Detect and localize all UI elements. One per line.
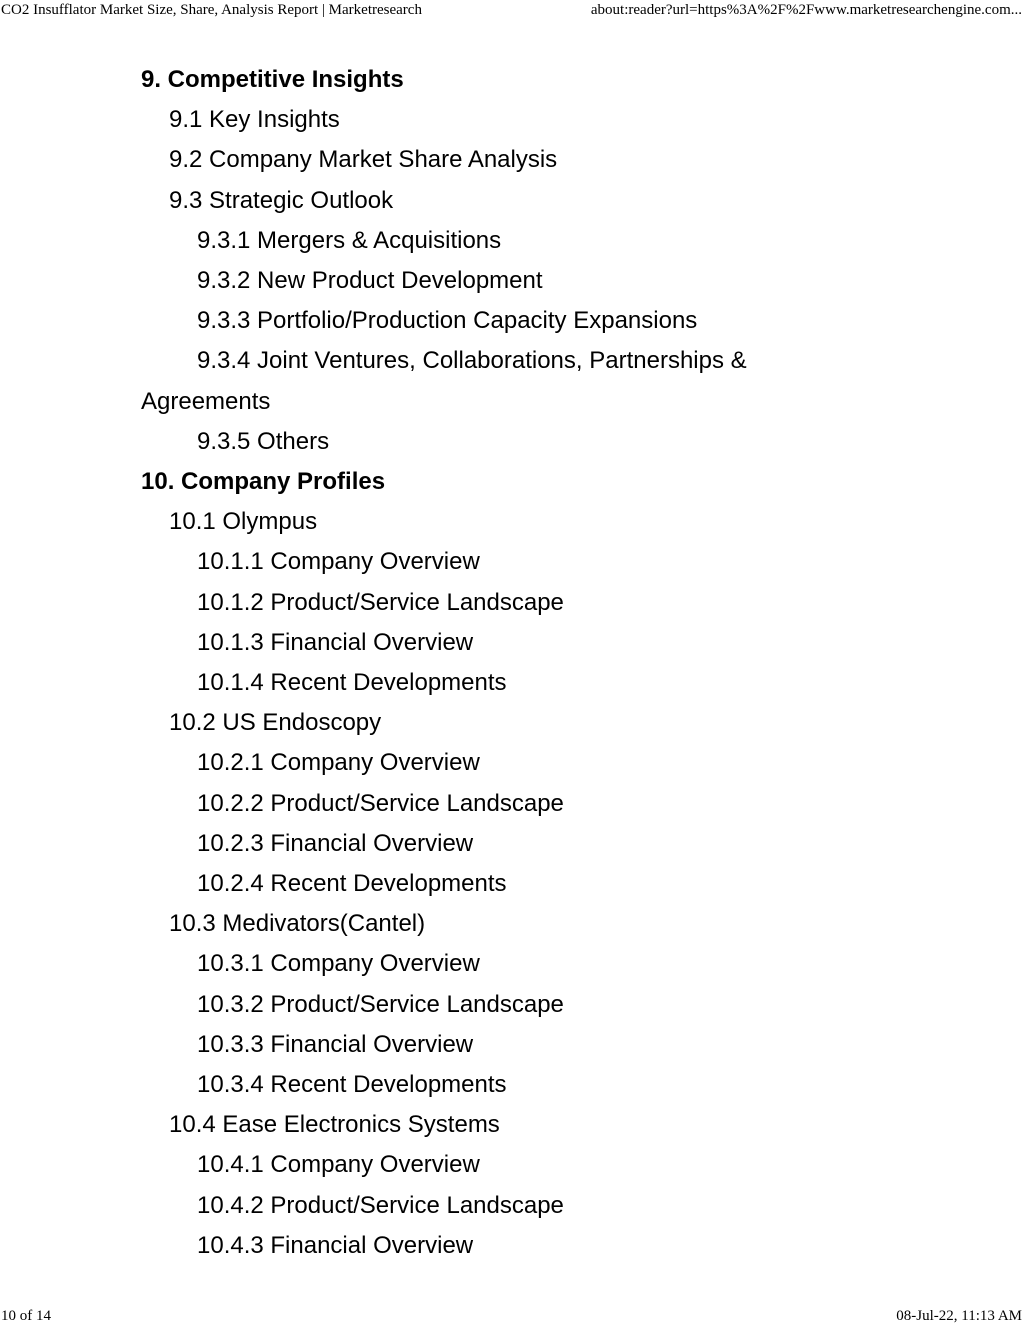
toc-heading: 10. Company Profiles	[141, 468, 386, 496]
toc-subitem: 10.1.2 Product/Service Landscape	[197, 588, 564, 616]
toc-subitem: 10.4.1 Company Overview	[197, 1151, 480, 1179]
toc-item: 9.1 Key Insights	[169, 106, 340, 134]
page-number: 10 of 14	[1, 1308, 51, 1324]
toc-subitem: 10.3.4 Recent Developments	[197, 1071, 507, 1099]
table-of-contents	[141, 60, 841, 1266]
toc-subitem: 10.2.4 Recent Developments	[197, 870, 507, 898]
toc-item: 10.4 Ease Electronics Systems	[169, 1111, 500, 1139]
toc-subitem: 9.3.1 Mergers & Acquisitions	[197, 226, 502, 254]
toc-item: 10.2 US Endoscopy	[169, 709, 382, 737]
toc-subitem: 9.3.5 Others	[197, 427, 330, 455]
toc-item: 9.3 Strategic Outlook	[169, 186, 394, 214]
toc-subitem: 10.3.3 Financial Overview	[197, 1030, 474, 1058]
print-header	[0, 1, 1024, 21]
toc-subitem: 10.1.1 Company Overview	[197, 548, 480, 576]
toc-subitem: 10.2.2 Product/Service Landscape	[197, 789, 564, 817]
toc-subitem: 9.3.4 Joint Ventures, Collaborations, Partnerships & Agreements	[141, 347, 747, 415]
toc-item: 10.1 Olympus	[169, 508, 318, 536]
print-footer	[0, 1307, 1024, 1327]
print-datetime: 08-Jul-22, 11:13 AM	[896, 1308, 1022, 1324]
toc-subitem: 10.4.2 Product/Service Landscape	[197, 1191, 564, 1219]
toc-subitem: 10.1.4 Recent Developments	[197, 669, 507, 697]
toc-subitem: 10.3.2 Product/Service Landscape	[197, 990, 564, 1018]
toc-subitem: 10.1.3 Financial Overview	[197, 628, 474, 656]
page-title: CO2 Insufflator Market Size, Share, Analysis Report | Marketresearch	[1, 2, 422, 18]
toc-item: 9.2 Company Market Share Analysis	[169, 146, 558, 174]
toc-subitem: 10.2.1 Company Overview	[197, 749, 480, 777]
toc-subitem: 10.4.3 Financial Overview	[197, 1231, 474, 1259]
toc-item: 10.3 Medivators(Cantel)	[169, 910, 426, 938]
toc-heading: 9. Competitive Insights	[141, 66, 404, 93]
toc-subitem: 9.3.3 Portfolio/Production Capacity Expansions	[197, 307, 698, 335]
page-url: about:reader?url=https%3A%2F%2Fwww.marketresearchengine.com...	[590, 2, 1022, 18]
toc-subitem: 9.3.2 New Product Development	[197, 267, 543, 295]
toc-subitem: 10.2.3 Financial Overview	[197, 829, 474, 857]
toc-subitem: 10.3.1 Company Overview	[197, 950, 480, 978]
